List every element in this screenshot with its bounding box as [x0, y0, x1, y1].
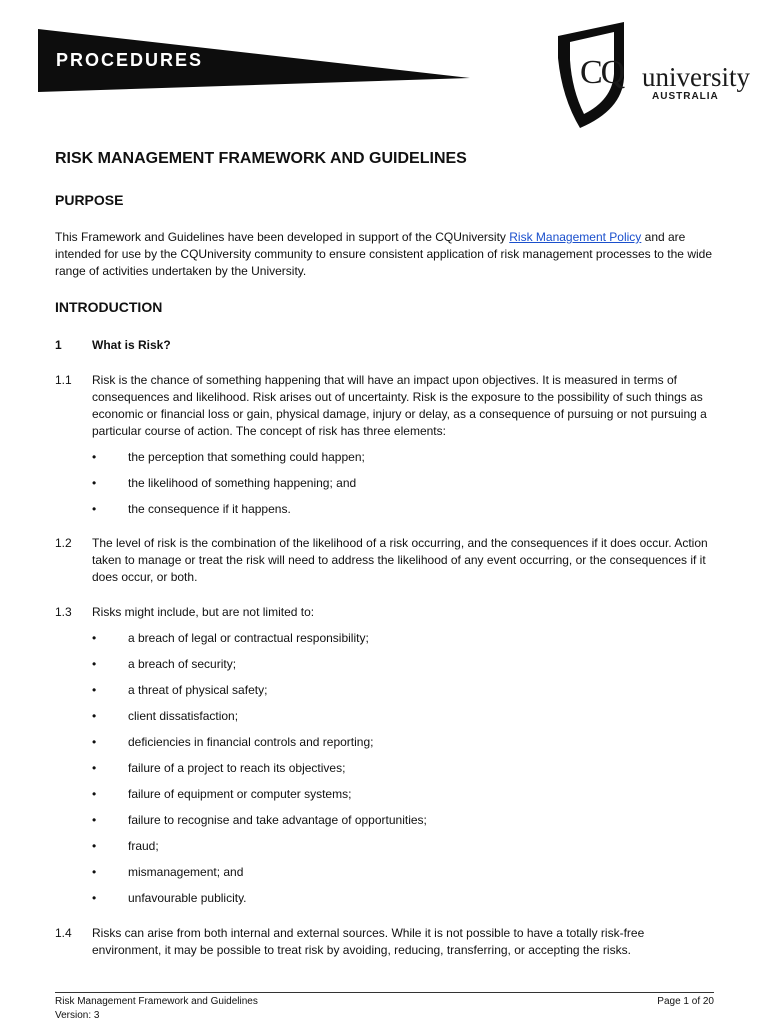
item-number-1-1: 1.1: [55, 373, 72, 387]
document-title: RISK MANAGEMENT FRAMEWORK AND GUIDELINES: [55, 150, 467, 167]
item-text-1-1: Risk is the chance of something happening that will have an impact upon objectives. It is measured in terms of consequences and likelihood. Risk arises out of uncertainty. Risk is the exposure to the possibility of such things as economic or financial loss or gain, physical damage, injury or delay, as a consequence of pursuing or not pursuing a particular course of action. The concept of risk has three elements:: [92, 373, 707, 438]
purpose-heading: PURPOSE: [55, 192, 124, 208]
bullet-icon: •: [92, 476, 97, 490]
list-item: the perception that something could happen;: [128, 450, 365, 464]
bullet-icon: •: [92, 891, 97, 905]
list-item: the likelihood of something happening; and: [128, 476, 357, 490]
list-item: deficiencies in financial controls and reporting;: [128, 735, 374, 749]
list-item: failure of equipment or computer systems;: [128, 787, 352, 801]
item-text-1-3: Risks might include, but are not limited to:: [92, 605, 315, 619]
purpose-text-before-link: This Framework and Guidelines have been developed in support of the CQUniversity: [55, 230, 510, 244]
purpose-text-after-link: and are intended for use by the CQUniversity community to ensure consistent application of risk management processes to the wide range of activities undertaken by the University.: [55, 230, 712, 278]
list-item: a threat of physical safety;: [128, 683, 268, 697]
item-text-1-4: Risks can arise from both internal and external sources. While it is not possible to have a totally risk-free environment, it may be possible to treat risk by avoiding, reducing, transferring, or accepting the risks.: [92, 926, 645, 957]
logo-university-text: university: [642, 62, 750, 92]
footer-page-number: Page 1 of 20: [657, 996, 714, 1007]
bullet-icon: •: [92, 839, 97, 853]
section-title: What is Risk?: [92, 338, 171, 352]
procedures-banner: [0, 0, 480, 110]
logo-cq-text: CQ: [580, 54, 624, 91]
introduction-heading: INTRODUCTION: [55, 299, 163, 315]
bullet-icon: •: [92, 787, 97, 801]
bullet-icon: •: [92, 813, 97, 827]
bullet-icon: •: [92, 735, 97, 749]
footer-doc-info: [55, 995, 258, 1023]
bullet-icon: •: [92, 657, 97, 671]
bullet-icon: •: [92, 709, 97, 723]
list-item: failure of a project to reach its objectives;: [128, 761, 346, 775]
list-item: client dissatisfaction;: [128, 709, 239, 723]
item-number-1-4: 1.4: [55, 926, 72, 940]
footer-divider: [55, 992, 714, 993]
item-text-1-2: The level of risk is the combination of the likelihood of a risk occurring, and the consequences if it does occur. Action taken to manage or treat the risk will need to address the likelihood of any event occurring, or the consequences if it does occur, or both.: [92, 536, 708, 584]
bullet-icon: •: [92, 761, 97, 775]
cquniversity-logo: [552, 18, 750, 130]
list-item: failure to recognise and take advantage of opportunities;: [128, 813, 427, 827]
bullet-icon: •: [92, 450, 97, 464]
list-item: a breach of security;: [128, 657, 237, 671]
purpose-paragraph: [55, 229, 715, 280]
risk-management-policy-link[interactable]: Risk Management Policy: [509, 230, 642, 244]
footer-document-name: Risk Management Framework and Guidelines: [55, 996, 258, 1007]
list-item: unfavourable publicity.: [128, 891, 247, 905]
footer-version: Version: 3: [55, 1010, 100, 1021]
list-item: a breach of legal or contractual responsibility;: [128, 631, 369, 645]
bullet-icon: •: [92, 631, 97, 645]
logo-australia-text: AUSTRALIA: [652, 91, 719, 102]
list-item: the consequence if it happens.: [128, 502, 291, 516]
bullet-icon: •: [92, 683, 97, 697]
bullet-icon: •: [92, 865, 97, 879]
item-number-1-2: 1.2: [55, 536, 72, 550]
section-number: 1: [55, 338, 62, 352]
banner-label: PROCEDURES: [56, 50, 204, 70]
item-number-1-3: 1.3: [55, 605, 72, 619]
list-item: fraud;: [128, 839, 159, 853]
bullet-icon: •: [92, 502, 97, 516]
list-item: mismanagement; and: [128, 865, 244, 879]
